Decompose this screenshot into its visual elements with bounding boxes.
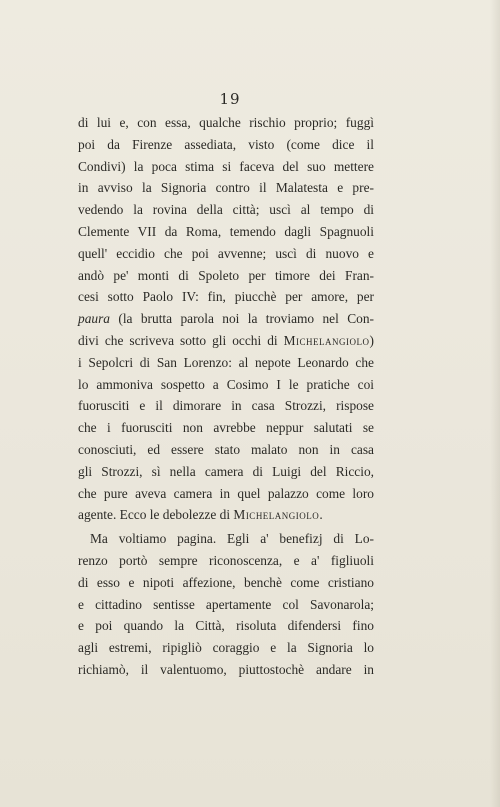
text-line: andò pe' monti di Spoleto per timore dei Fran-: [78, 267, 374, 283]
text-line: Clemente VII da Roma, temendo dagli Spagnuoli: [78, 223, 374, 239]
text-line: di esso e nipoti affezione, benchè come cristiano: [78, 574, 374, 590]
small-caps-name: Michelangiolo: [283, 332, 370, 348]
text-segment: ): [369, 332, 374, 348]
page-number: 19: [219, 90, 241, 108]
text-line: che pure aveva camera in quel palazzo come loro: [78, 485, 374, 501]
paragraph-2: [78, 528, 374, 681]
small-caps-name: Michelangiolo: [233, 507, 320, 523]
text-segment: .: [319, 507, 323, 523]
text-line: gli Strozzi, sì nella camera di Luigi del Riccio,: [78, 463, 374, 479]
text-line: renzo portò sempre riconoscenza, e a' figliuoli: [78, 552, 374, 568]
text-line: richiamò, il valentuomo, piuttostochè andare in: [78, 661, 374, 677]
text-line: [78, 330, 374, 352]
text-line: vedendo la rovina della città; uscì al tempo di: [78, 202, 374, 218]
text-line: Ma voltiamo pagina. Egli a' benefizj di Lo-: [90, 531, 374, 547]
text-line: in avviso la Signoria contro il Malatesta e pre-: [78, 180, 374, 196]
body-text: [78, 112, 374, 681]
text-line: [78, 308, 374, 330]
text-line: [78, 504, 374, 526]
text-segment: (la brutta parola noi la troviamo nel Con-: [110, 311, 374, 327]
text-line: Condivi) la poca stima si faceva del suo mettere: [78, 158, 374, 174]
text-line: lo ammoniva sospetto a Cosimo I le pratiche coi: [78, 376, 374, 392]
text-segment: agente. Ecco le debolezze di: [78, 507, 234, 523]
italic-word: paura: [78, 311, 110, 327]
text-line: fuorusciti e il dimorare in casa Strozzi, rispose: [78, 398, 374, 414]
text-line: quell' eccidio che poi avvenne; uscì di nuovo e: [78, 245, 374, 261]
text-segment: divi che scriveva sotto gli occhi di: [78, 332, 284, 348]
text-line: i Sepolcri di San Lorenzo: al nepote Leonardo che: [78, 354, 374, 370]
text-line: conosciuti, ed essere stato malato non in casa: [78, 441, 374, 457]
text-line: che i fuorusciti non avrebbe neppur salutati se: [78, 420, 374, 436]
text-line: di lui e, con essa, qualche rischio proprio; fuggì: [78, 115, 374, 130]
paragraph-1: [78, 112, 374, 526]
text-line: e poi quando la Città, risoluta difendersi fino: [78, 618, 374, 634]
text-line: cesi sotto Paolo IV: fin, piucchè per amore, per: [78, 289, 374, 305]
text-line: e cittadino sentisse apertamente col Savonarola;: [78, 596, 374, 612]
text-line: agli estremi, ripigliò coraggio e la Signoria lo: [78, 640, 374, 656]
page-edge-shadow: [490, 0, 500, 807]
text-line: poi da Firenze assediata, visto (come dice il: [78, 136, 374, 152]
